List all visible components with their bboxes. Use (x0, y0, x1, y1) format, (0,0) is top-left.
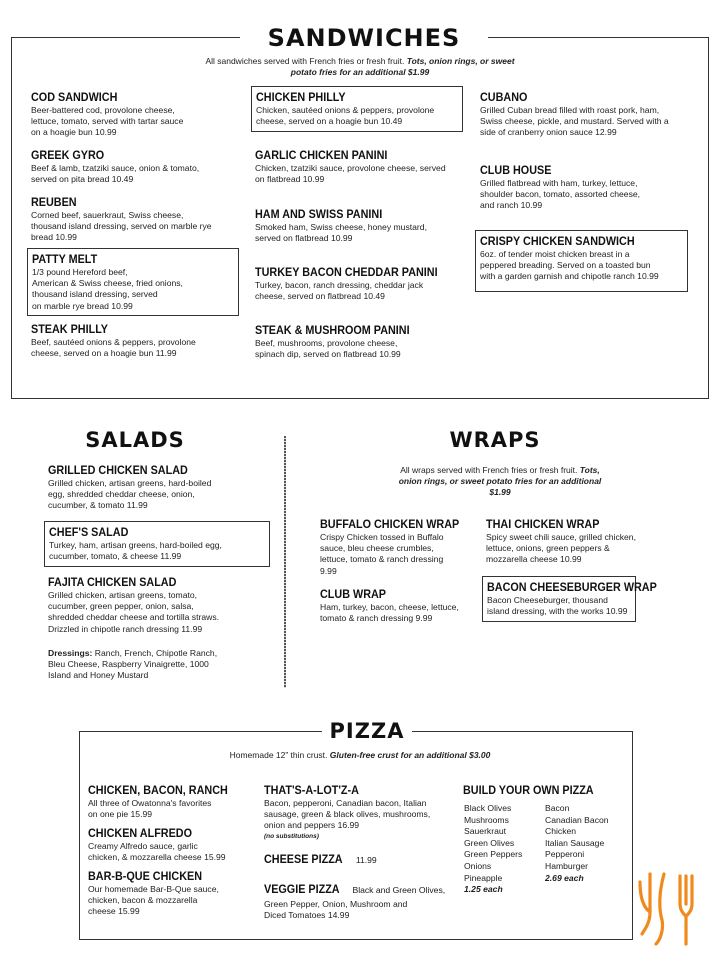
menu-item-cod-sandwich (31, 90, 246, 139)
item-title: CHICKEN PHILLY (256, 90, 346, 104)
topping-item: Canadian Bacon (545, 814, 609, 825)
item-title: HAM AND SWISS PANINI (255, 207, 383, 221)
build-your-own-pizza (463, 783, 623, 797)
item-title: VEGGIE PIZZA (264, 882, 340, 896)
item-price: 11.99 (355, 855, 377, 865)
item-desc: Creamy Alfredo sauce, garlic chicken, & mozzarella cheese 15.99 (88, 841, 226, 863)
item-title: CRISPY CHICKEN SANDWICH (480, 234, 635, 248)
item-title: BACON CHEESEBURGER WRAP (487, 580, 657, 594)
menu-item-chicken-bacon-ranch (88, 783, 258, 820)
item-desc: Green Pepper, Onion, Mushroom and Diced Tomatoes 14.99 (264, 899, 408, 921)
item-title: CHEESE PIZZA (264, 852, 343, 866)
item-desc: Chicken, sautéed onions & peppers, provolone cheese, served on a hoagie bun 10.49 (256, 105, 435, 127)
topping-price: 2.69 each (545, 872, 584, 883)
fork-knife-icon (634, 868, 704, 948)
item-title: STEAK PHILLY (31, 322, 109, 336)
topping-item: Chicken (545, 826, 577, 837)
topping-item: Black Olives (464, 803, 512, 813)
menu-item-steak-mushroom-panini (255, 323, 470, 360)
topping-item: Pepperoni (545, 849, 585, 860)
item-desc: Turkey, ham, artisan greens, hard-boiled egg, cucumber, tomato, & cheese 11.99 (49, 540, 222, 562)
menu-item-thats-a-lotz-a (264, 783, 454, 841)
item-desc: 1/3 pound Hereford beef, American & Swiss cheese, fried onions, thousand island dressing, served on marble rye bread 10.99 (32, 267, 183, 311)
menu-item-chicken-philly (251, 86, 463, 132)
topping-item: Green Peppers (464, 849, 523, 860)
sandwiches-note: All sandwiches served with French fries or fresh fruit. Tots, onion rings, or sweet potato fries for an additional $1.99 (205, 56, 515, 77)
item-title: COD SANDWICH (31, 90, 118, 104)
item-desc: All three of Owatonna's favorites on one pie 15.99 (88, 798, 212, 820)
item-title: GRILLED CHICKEN SALAD (48, 463, 188, 477)
topping-price: 1.25 each (464, 884, 503, 895)
item-desc: Spicy sweet chili sauce, grilled chicken, lettuce, onions, green peppers & mozzarella cheese 10.99 (486, 532, 636, 565)
item-title: CHICKEN, BACON, RANCH (88, 783, 228, 797)
menu-item-bbq-chicken (88, 869, 258, 918)
item-desc: Grilled flatbread with ham, turkey, lettuce, shoulder bacon, tomato, assorted cheese, and ranch 10.99 (480, 178, 641, 211)
byo-title: BUILD YOUR OWN PIZZA (463, 783, 594, 797)
topping-item: Pineapple (464, 872, 503, 883)
item-desc: Beef, mushrooms, provolone cheese, spinach dip, served on flatbread 10.99 (255, 338, 401, 360)
menu-item-fajita-chicken-salad (48, 575, 278, 635)
item-title: GREEK GYRO (31, 148, 105, 162)
wraps-note: All wraps served with French fries or fresh fruit. Tots, onion rings, or sweet potato fries for an additional $1.99 (398, 465, 602, 497)
item-desc: Grilled Cuban bread filled with roast pork, ham, Swiss cheese, pickle, and mustard. Served with a side of cranberry onion sauce 12.99 (480, 105, 669, 138)
item-desc: Bacon Cheeseburger, thousand island dressing, with the works 10.99 (487, 595, 628, 617)
item-desc: Chicken, tzatziki sauce, provolone cheese, served on flatbread 10.99 (255, 163, 446, 185)
item-title: TURKEY BACON CHEDDAR PANINI (255, 265, 438, 279)
item-desc: Crispy Chicken tossed in Buffalo sauce, bleu cheese crumbles, lettuce, tomato & ranch dressing 9.99 (320, 532, 444, 576)
item-title: CUBANO (480, 90, 528, 104)
item-title: BAR-B-QUE CHICKEN (88, 869, 203, 883)
menu-item-buffalo-chicken-wrap (320, 517, 480, 577)
topping-item: Bacon (545, 803, 570, 813)
item-title: CLUB HOUSE (480, 163, 552, 177)
menu-item-club-wrap (320, 587, 480, 624)
item-title: PATTY MELT (32, 252, 98, 266)
column-divider (284, 436, 286, 688)
item-title: CLUB WRAP (320, 587, 386, 601)
menu-item-greek-gyro (31, 148, 246, 185)
byo-meat-list (545, 803, 627, 884)
topping-item: Green Olives (464, 837, 515, 848)
item-title: REUBEN (31, 195, 77, 209)
item-desc: Beef & lamb, tzatziki sauce, onion & tomato, served on pita bread 10.49 (31, 163, 200, 185)
item-desc: Beer-battered cod, provolone cheese, lettuce, tomato, served with tartar sauce on a hoagie bun 10.99 (31, 105, 184, 138)
menu-item-reuben (31, 195, 246, 244)
menu-item-turkey-bacon-cheddar-panini (255, 265, 470, 302)
topping-item: Mushrooms (464, 814, 509, 825)
menu-item-veggie-pizza (264, 880, 454, 921)
menu-item-crispy-chicken-sandwich (475, 230, 688, 292)
menu-item-patty-melt (27, 248, 239, 316)
item-desc: Corned beef, sauerkraut, Swiss cheese, thousand island dressing, served on marble rye bread 10.99 (31, 210, 212, 243)
dressings-text: Dressings: Ranch, French, Chipotle Ranch, Bleu Cheese, Raspberry Vinaigrette, 1000 Island and Honey Mustard (48, 648, 218, 681)
no-substitutions-note: (no substitutions) (264, 832, 319, 840)
item-inline-desc: Black and Green Olives, (352, 885, 446, 895)
item-title: FAJITA CHICKEN SALAD (48, 575, 177, 589)
menu-item-steak-philly (31, 322, 246, 359)
item-desc: 6oz. of tender moist chicken breast in a peppered breading. Served on a toasted bun with a garden garnish and chipotle ranch 10.99 (480, 249, 659, 282)
item-title: CHICKEN ALFREDO (88, 826, 193, 840)
salad-dressings (48, 647, 278, 682)
item-title: STEAK & MUSHROOM PANINI (255, 323, 410, 337)
sandwiches-heading: SANDWICHES (240, 22, 488, 54)
menu-item-cubano (480, 90, 695, 139)
salads-heading: SALADS (60, 426, 210, 454)
wraps-heading: WRAPS (420, 426, 570, 454)
menu-item-bacon-cheeseburger-wrap (482, 576, 657, 622)
item-title: THAI CHICKEN WRAP (486, 517, 600, 531)
item-desc: Smoked ham, Swiss cheese, honey mustard, served on flatbread 10.99 (255, 222, 427, 244)
item-title: CHEF'S SALAD (49, 525, 129, 539)
topping-item: Onions (464, 860, 492, 871)
item-title: GARLIC CHICKEN PANINI (255, 148, 388, 162)
item-title: BUFFALO CHICKEN WRAP (320, 517, 460, 531)
item-desc: Grilled chicken, artisan greens, tomato, cucumber, green pepper, onion, salsa, shredded cheddar cheese and tortilla straws. Drizzled in chipotle ranch dressing 11.99 (48, 590, 220, 634)
pizza-heading: PIZZA (322, 718, 412, 744)
item-desc: Beef, sautéed onions & peppers, provolone cheese, served on a hoagie bun 11.99 (31, 337, 196, 359)
menu-item-garlic-chicken-panini (255, 148, 470, 185)
menu-item-club-house (480, 163, 695, 212)
item-desc: Turkey, bacon, ranch dressing, cheddar jack cheese, served on flatbread 10.49 (255, 280, 424, 302)
topping-item: Italian Sausage (545, 837, 605, 848)
item-desc: Bacon, pepperoni, Canadian bacon, Italian sausage, green & black olives, mushrooms, onion and peppers 16.99 (264, 798, 431, 831)
item-title: THAT'S-A-LOT'Z-A (264, 783, 359, 797)
byo-veggie-list (464, 803, 546, 896)
menu-item-grilled-chicken-salad (48, 463, 278, 512)
topping-item: Sauerkraut (464, 826, 507, 837)
menu-item-chicken-alfredo (88, 826, 258, 863)
menu-item-ham-swiss-panini (255, 207, 470, 244)
pizza-note: Homemade 12” thin crust. Gluten-free crust for an additional $3.00 (229, 750, 491, 760)
item-desc: Grilled chicken, artisan greens, hard-boiled egg, shredded cheddar cheese, onion, cucumber, & tomato 11.99 (48, 478, 212, 511)
menu-item-chefs-salad (44, 521, 270, 567)
item-desc: Ham, turkey, bacon, cheese, lettuce, tomato & ranch dressing 9.99 (320, 602, 459, 624)
item-desc: Our homemade Bar-B-Que sauce, chicken, bacon & mozzarella cheese 15.99 (88, 884, 219, 917)
menu-item-thai-chicken-wrap (486, 517, 676, 566)
menu-item-cheese-pizza (264, 850, 454, 868)
topping-item: Hamburger (545, 860, 588, 871)
